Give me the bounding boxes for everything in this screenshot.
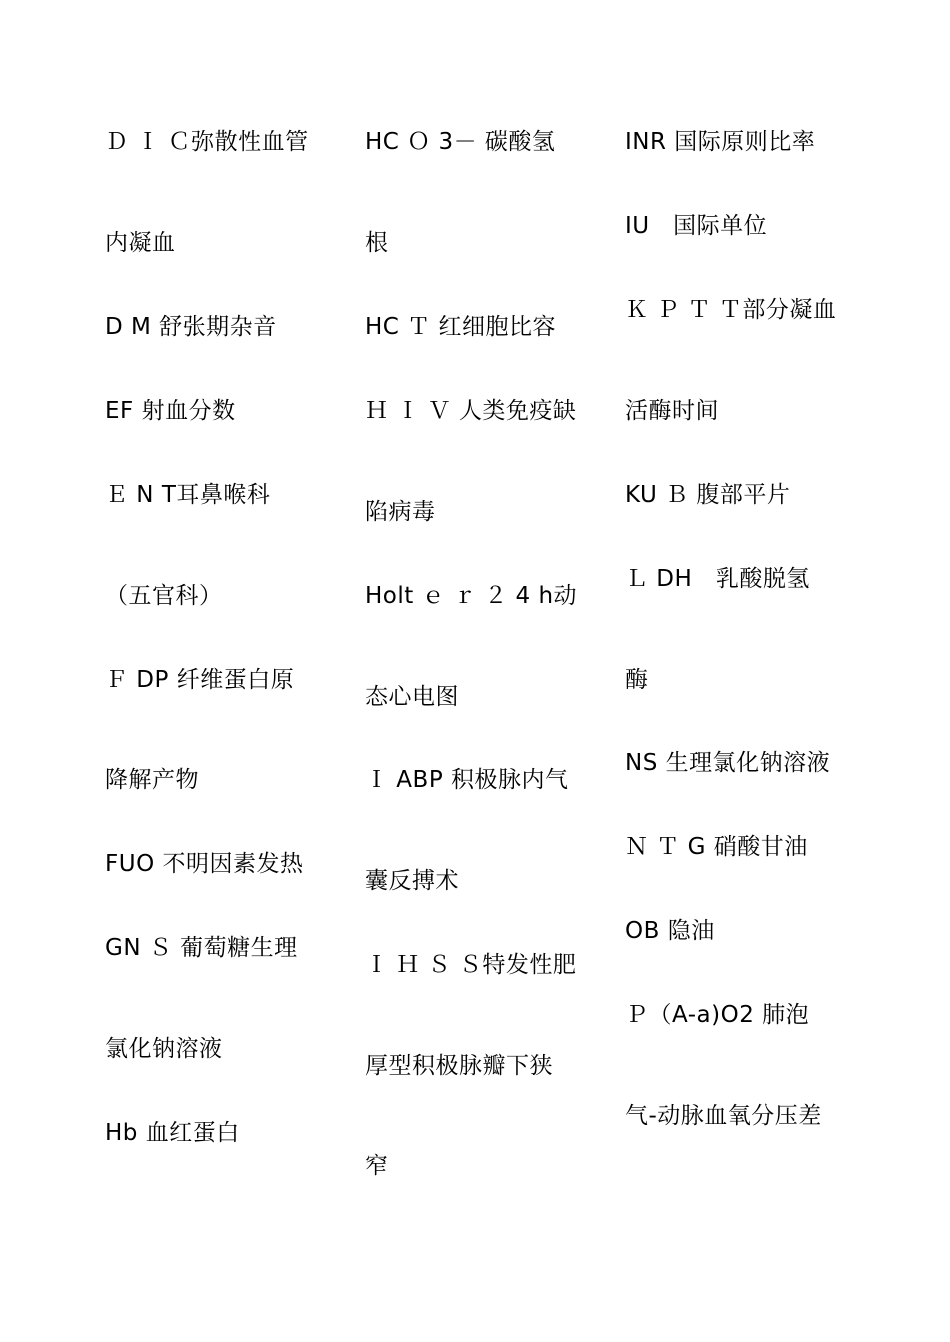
text-line: 根: [365, 230, 389, 256]
text-line: KU Ｂ 腹部平片: [625, 482, 791, 508]
text-line: 囊反搏术: [365, 868, 459, 894]
text-line: Holt ｅ ｒ ２ 4 h动: [365, 583, 578, 609]
text-line: GN Ｓ 葡萄糖生理: [105, 935, 298, 961]
text-line: IU 国际单位: [625, 213, 768, 239]
text-line: 氯化钠溶液: [105, 1036, 223, 1062]
text-line: 态心电图: [365, 684, 459, 710]
text-line: Hb 血红蛋白: [105, 1120, 240, 1146]
text-line: Ｋ Ｐ Ｔ Ｔ部分凝血: [625, 297, 837, 323]
text-line: NS 生理氯化钠溶液: [625, 750, 831, 776]
text-line: HC Ｏ 3－ 碳酸氢: [365, 129, 556, 155]
text-line: Ｉ Ｈ Ｓ Ｓ特发性肥: [365, 952, 577, 978]
abbreviation-column-1: [105, 0, 355, 1342]
text-line: FUO 不明因素发热: [105, 851, 304, 877]
text-line: Ｌ DH 乳酸脱氢: [625, 566, 810, 592]
text-line: Ｄ Ｉ Ｃ弥散性血管: [105, 129, 309, 155]
text-line: Ｐ（A-a)O2 肺泡: [625, 1002, 810, 1028]
text-line: INR 国际原则比率: [625, 129, 816, 155]
text-line: Ｆ DP 纤维蛋白原: [105, 667, 295, 693]
text-line: EF 射血分数: [105, 398, 236, 424]
text-line: 窄: [365, 1153, 389, 1179]
text-line: 气-动脉血氧分压差: [625, 1103, 822, 1129]
text-line: Ｈ Ｉ Ｖ 人类免疫缺: [365, 398, 577, 424]
text-line: 陷病毒: [365, 499, 436, 525]
text-line: 酶: [625, 667, 649, 693]
text-line: （五官科）: [105, 583, 223, 609]
text-line: Ｎ Ｔ G 硝酸甘油: [625, 834, 808, 860]
abbreviation-column-2: [365, 0, 615, 1342]
text-line: 厚型积极脉瓣下狭: [365, 1053, 553, 1079]
text-line: HC Ｔ 红细胞比容: [365, 314, 556, 340]
text-line: Ｉ ABP 积极脉内气: [365, 767, 569, 793]
abbreviation-column-3: [625, 0, 865, 1342]
text-line: D M 舒张期杂音: [105, 314, 277, 340]
text-line: 降解产物: [105, 767, 199, 793]
text-line: 内凝血: [105, 230, 176, 256]
text-line: 活酶时间: [625, 398, 719, 424]
text-line: OB 隐油: [625, 918, 715, 944]
text-line: Ｅ N T耳鼻喉科: [105, 482, 271, 508]
